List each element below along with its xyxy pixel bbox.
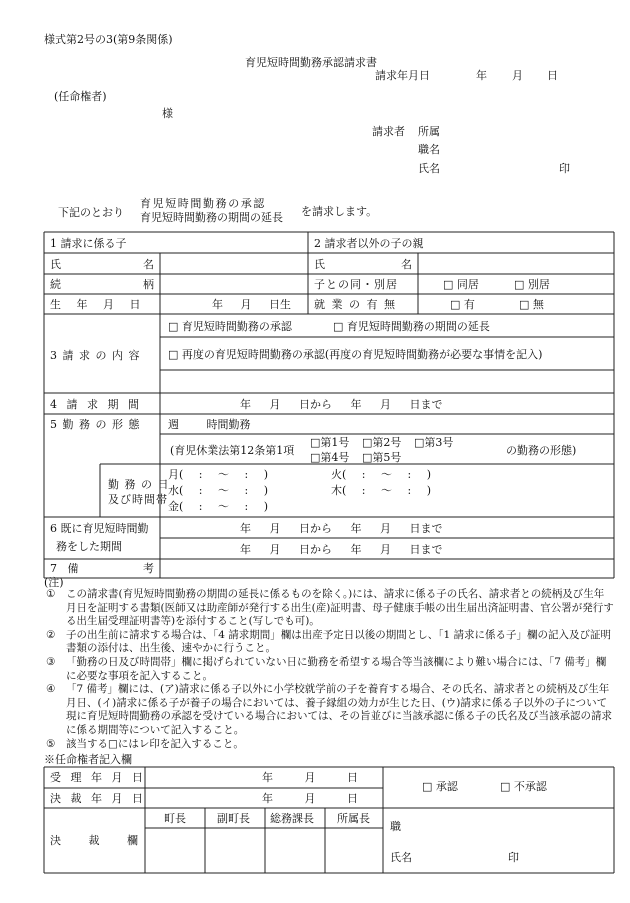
item-3-checkbox[interactable]: □第3号 <box>414 436 454 449</box>
request-suffix: を請求します。 <box>301 205 378 218</box>
appointer-section-title: ※任命権者記入欄 <box>44 753 132 766</box>
weekly-hours-field[interactable]: 週 時間勤務 <box>168 418 251 431</box>
note-number: ③ <box>46 655 56 668</box>
not-employed-checkbox[interactable]: □ 無 <box>519 298 544 311</box>
note-text: 「7 備考」欄には、(ア)請求に係る子以外に小学校就学前の子を養育する場合、その氏名、請求者との続柄及び生年月日、(イ)請求に係る子が養子の場合においては、養子縁組の効力が生じた日、(ウ)請求に係る子以外の子について現に育児短時間勤務の承認を受けている場合においては、その旨並びに当該承認に係る子の氏名及び当該承認の請求に係る期間等について記入すること。 <box>66 683 612 736</box>
approve-checkbox[interactable]: □ 承認 <box>422 780 458 793</box>
appointer-label: (任命権者) <box>54 90 107 103</box>
note-number: ② <box>46 628 56 641</box>
received-date-label: 受 理 年 月 日 <box>50 771 146 784</box>
name-field[interactable]: 氏名 <box>418 162 440 175</box>
form-suffix: の勤務の形態) <box>506 444 577 457</box>
disapprove-checkbox[interactable]: □ 不承認 <box>500 780 547 793</box>
form-number: 様式第2号の3(第9条関係) <box>44 33 173 46</box>
section-7-label: 7 備 考 <box>50 562 154 575</box>
section-5-label: 5 勤 務 の 形 態 <box>50 418 141 431</box>
note-item <box>46 683 614 737</box>
cohabiting-checkbox[interactable]: □ 同居 <box>443 278 479 291</box>
request-period-field[interactable]: 年 月 日から 年 月 日まで <box>240 398 443 411</box>
section-6-label-line2: 務をした期間 <box>56 540 122 553</box>
extension-checkbox[interactable]: □ 育児短時間勤務の期間の延長 <box>333 320 490 333</box>
thursday-hours[interactable]: 木( : 〜 : ) <box>331 484 431 497</box>
item-1-checkbox[interactable]: □第1号 <box>310 436 350 449</box>
deputy-mayor-column: 副町長 <box>217 812 250 825</box>
decision-date-field[interactable]: 年 月 日 <box>262 792 358 805</box>
friday-hours[interactable]: 金( : 〜 : ) <box>168 500 268 513</box>
residence-label: 子との同・別居 <box>314 278 398 291</box>
note-text: 該当する□にはレ印を記入すること。 <box>66 737 244 750</box>
note-number: ⑤ <box>46 737 56 750</box>
note-text: 子の出生前に請求する場合は、「4 請求期間」欄は出産予定日以後の期間とし、「1 請求に係る子」欄の記入及び証明書類の添付は、出生後、速やかに行うこと。 <box>66 628 612 655</box>
seal-mark: 印 <box>559 162 570 175</box>
section-6-label-line1: 6 既に育児短時間勤 <box>50 522 149 535</box>
approval-box-label: 決 裁 欄 <box>50 834 150 847</box>
honorific: 様 <box>162 107 173 120</box>
parent-name-label: 氏 名 <box>314 258 412 271</box>
affiliation-field[interactable]: 所属 <box>418 125 440 138</box>
request-month[interactable]: 月 <box>512 69 523 82</box>
official-position-label: 職 <box>390 820 401 833</box>
reapproval-checkbox[interactable]: □ 再度の育児短時間勤務の承認(再度の育児短時間勤務が必要な事情を記入) <box>168 348 543 361</box>
note-text: この請求書(育児短時間勤務の期間の延長に係るものを除く。)には、請求に係る子の氏名、請求者との続柄及び生年月日を証明する書類(医師又は助産師が発行する出生(産)証明書、母子健康手帳の出生届出済証明書、官公署が発行する出生届受理証明書等)を添付すること(写しでも可)。 <box>66 588 614 628</box>
mayor-column: 町長 <box>164 812 186 825</box>
note-item <box>46 588 614 629</box>
law-reference: (育児休業法第12条第1項 <box>170 444 295 457</box>
decision-date-label: 決 裁 年 月 日 <box>50 792 146 805</box>
request-option-extension[interactable]: 育児短時間勤務の期間の延長 <box>140 211 283 224</box>
birthdate-label: 生 年 月 日 <box>50 298 147 311</box>
work-days-label-line2: 及び時間帯 <box>108 493 168 506</box>
note-number: ① <box>46 588 56 600</box>
item-2-checkbox[interactable]: □第2号 <box>362 436 402 449</box>
child-name-label: 氏 名 <box>50 258 154 271</box>
requester-label: 請求者 <box>372 125 405 138</box>
item-4-checkbox[interactable]: □第4号 <box>310 451 350 464</box>
note-item <box>46 656 614 683</box>
item-5-checkbox[interactable]: □第5号 <box>362 451 402 464</box>
official-seal-mark: 印 <box>508 851 519 864</box>
dept-head-column: 所属長 <box>337 812 370 825</box>
employment-label: 就 業 の 有 無 <box>314 298 397 311</box>
request-date-label: 請求年月日 <box>375 69 430 82</box>
notes-list <box>46 588 614 751</box>
employed-checkbox[interactable]: □ 有 <box>450 298 475 311</box>
form-title: 育児短時間勤務承認請求書 <box>245 56 377 69</box>
request-year[interactable]: 年 <box>476 69 487 82</box>
tuesday-hours[interactable]: 火( : 〜 : ) <box>331 468 431 481</box>
prior-period-1[interactable]: 年 月 日から 年 月 日まで <box>240 522 443 535</box>
general-affairs-column: 総務課長 <box>270 812 314 825</box>
section-1-header: 1 請求に係る子 <box>50 237 127 250</box>
notes-label: (注) <box>44 576 64 589</box>
note-number: ④ <box>46 683 56 696</box>
approval-checkbox[interactable]: □ 育児短時間勤務の承認 <box>168 320 292 333</box>
position-field[interactable]: 職名 <box>418 143 440 156</box>
request-day[interactable]: 日 <box>547 69 558 82</box>
section-3-label: 3 請 求 の 内 容 <box>50 349 141 362</box>
note-item <box>46 629 614 656</box>
official-name-label: 氏名 <box>390 851 412 864</box>
prior-period-2[interactable]: 年 月 日から 年 月 日まで <box>240 543 443 556</box>
child-relation-label: 続 柄 <box>50 278 154 291</box>
wednesday-hours[interactable]: 水( : 〜 : ) <box>168 484 268 497</box>
birthdate-field[interactable]: 年 月 日生 <box>212 298 291 311</box>
request-prefix: 下記のとおり <box>58 206 124 219</box>
note-item <box>46 738 614 752</box>
monday-hours[interactable]: 月( : 〜 : ) <box>168 468 268 481</box>
note-text: 「勤務の日及び時間帯」欄に掲げられていない日に勤務を希望する場合等当該欄により難い場合には、「7 備考」欄に必要な事項を記入すること。 <box>66 655 607 682</box>
request-option-approval[interactable]: 育児短時間勤務の承認 <box>140 197 266 210</box>
section-2-header: 2 請求者以外の子の親 <box>314 237 424 250</box>
section-4-label: 4 請 求 期 間 <box>50 398 142 411</box>
received-date-field[interactable]: 年 月 日 <box>262 771 358 784</box>
separate-checkbox[interactable]: □ 別居 <box>514 278 550 291</box>
work-days-label-line1: 勤 務 の 日 <box>108 478 170 491</box>
